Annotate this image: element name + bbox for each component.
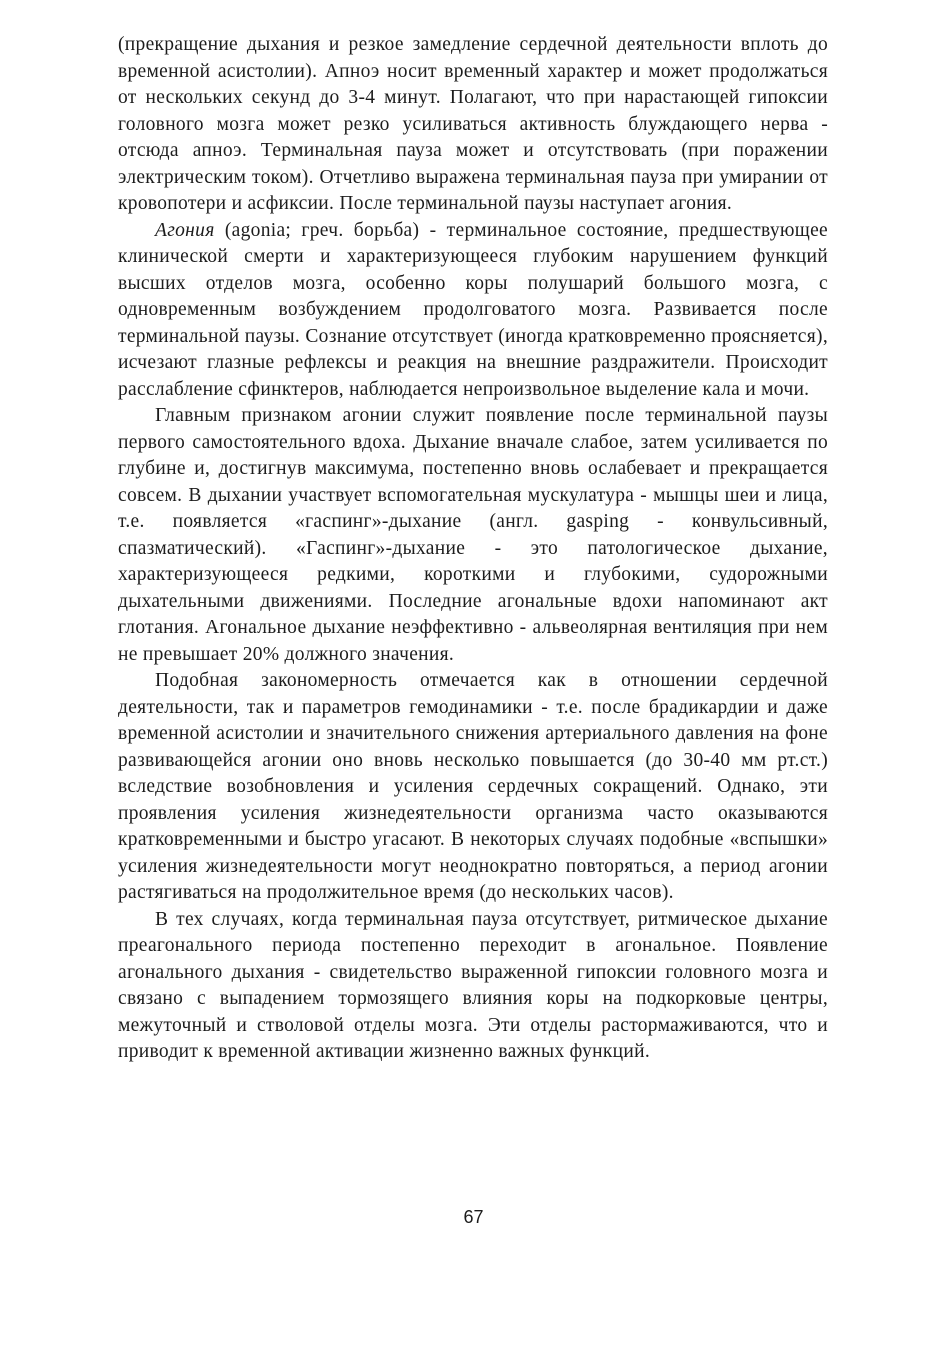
paragraph-text: Подобная закономерность отмечается как в отношении сердечной деятельности, так и параметров гемодинамики - т.е. после брадикардии и даже временной асистолии и значительного снижения артериального давления на фоне развивающейся агонии оно вновь несколько повышается (до 30-40 мм рт.ст.) вследствие возобновления и усиления сердечных сокращений. Однако, эти проявления усиления жизнедеятельности организма часто оказываются кратковременными и быстро угасают. В некоторых случаях подобные «вспышки» усиления жизнедеятельности могут неоднократно повторяться, а период агонии растягиваться на продолжительное время (до нескольких часов). [118, 670, 828, 903]
paragraph-text: В тех случаях, когда терминальная пауза отсутствует, ритмическое дыхание преагонального периода постепенно переходит в агональное. Появление агонального дыхания - свидетельство выраженной гипоксии головного мозга и связано с выпадением тормозящего влияния коры на подкорковые центры, межуточный и стволовой отделы мозга. Эти отделы растормаживаются, что и приводит к временной активации жизненно важных функций. [118, 908, 828, 1062]
page-number: 67 [463, 1207, 484, 1227]
paragraph-text: Главным признаком агонии служит появление после терминальной паузы первого самостоятельного вдоха. Дыхание вначале слабое, затем усиливается по глубине и, достигнув максимума, постепенно вновь ослабевает и прекращается совсем. В дыхании участвует вспомогательная мускулатура - мышцы шеи и лица, т.е. появляется «гаспинг»-дыхание (англ. gasping - конвульсивный, спазматический). «Гаспинг»-дыхание - это патологическое дыхание, характеризующееся редкими, короткими и глубокими, судорожными дыхательными движениями. Последние агональные вдохи напоминают акт глотания. Агональное дыхание неэффективно - альвеолярная вентиляция при нем не превышает 20% должного значения. [118, 405, 828, 665]
paragraph-agony-definition [118, 218, 828, 404]
paragraph-hemodynamics [118, 668, 828, 907]
paragraph-apnea-continued [118, 32, 828, 218]
document-page [118, 32, 828, 1066]
term-agony: Агония [155, 219, 215, 241]
paragraph-text: (agonia; греч. борьба) - терминальное состояние, предшествующее клинической смерти и характеризующееся глубоким нарушением функций высших отделов мозга, особенно коры полушарий большого мозга, с одновременным возбуждением продолговатого мозга. Развивается после терминальной паузы. Сознание отсутствует (иногда кратковременно проясняется), исчезают глазные рефлексы и реакция на внешние раздражители. Происходит расслабление сфинктеров, наблюдается непроизвольное выделение кала и мочи. [118, 219, 828, 400]
paragraph-text: (прекращение дыхания и резкое замедление сердечной деятельности вплоть до временной асистолии). Апноэ носит временный характер и может продолжаться от нескольких секунд до 3-4 минут. Полагают, что при нарастающей гипоксии головного мозга может резко усиливаться активность блуждающего нерва - отсюда апноэ. Терминальная пауза может и отсутствовать (при поражении электрическим током). Отчетливо выражена терминальная пауза при умирании от кровопотери и асфиксии. После терминальной паузы наступает агония. [118, 34, 828, 214]
paragraph-agony-breathing [118, 403, 828, 668]
paragraph-no-terminal-pause [118, 907, 828, 1066]
